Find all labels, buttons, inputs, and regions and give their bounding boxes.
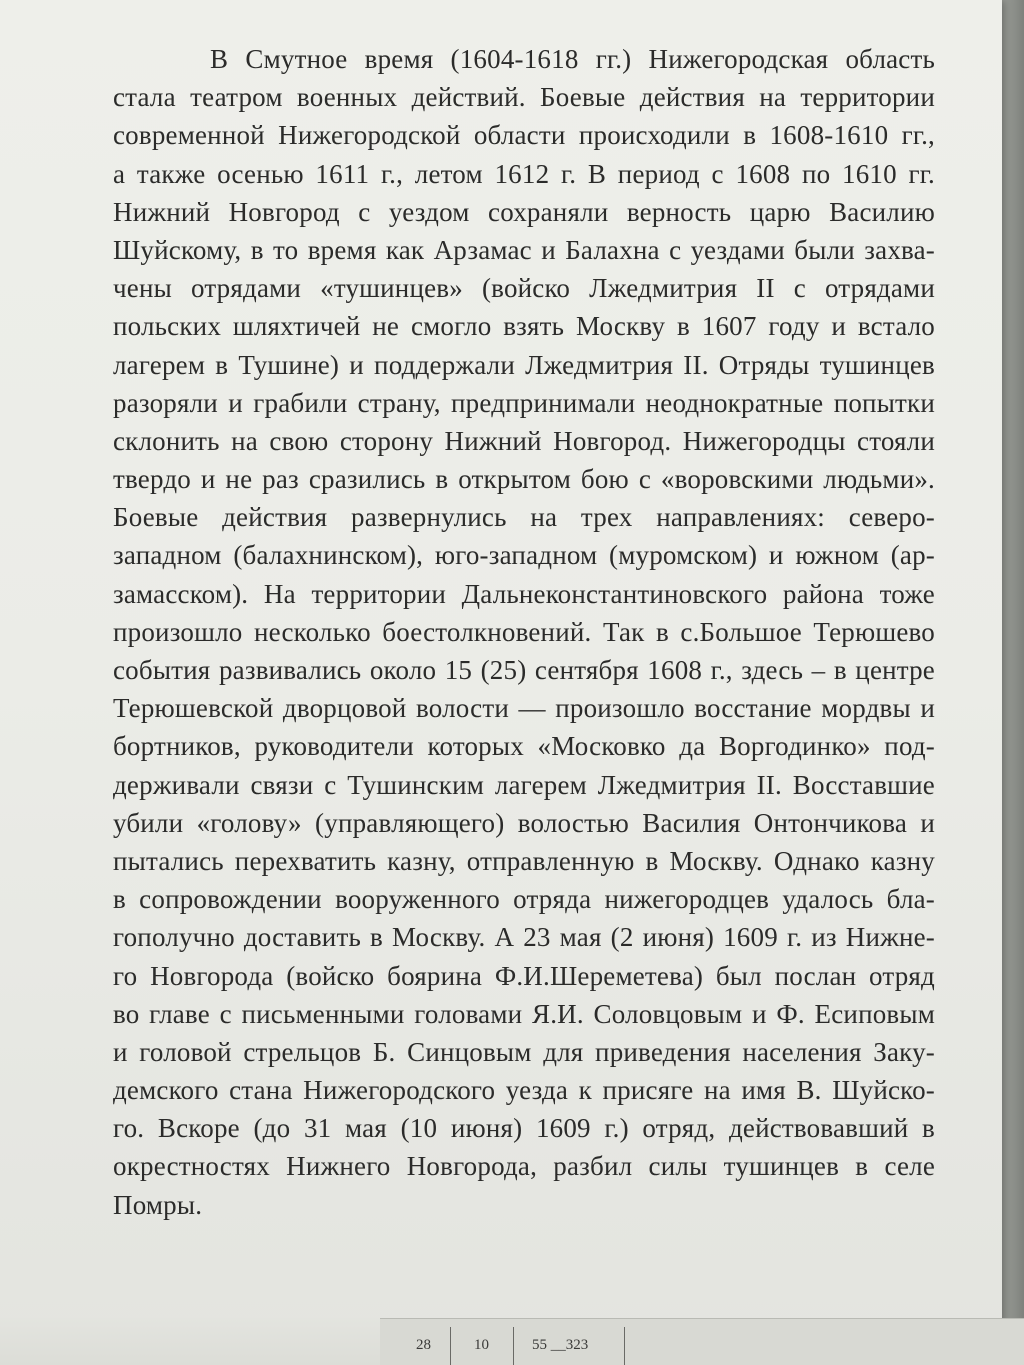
text-line: Терюшевской дворцовой волости — произошло восстание мордвы и: [113, 693, 935, 724]
text-line: демского стана Нижегородского уезда к присяге на имя В. Шуйско-: [113, 1075, 935, 1106]
text-line: го. Вскоре (до 31 мая (10 июня) 1609 г.) отряд, действовавший в: [113, 1113, 935, 1144]
text-line: бортников, руководители которых «Московко да Воргодинко» под-: [113, 731, 935, 762]
text-line: склонить на свою сторону Нижний Новгород. Нижегородцы стояли: [113, 425, 935, 456]
background-edge: [1002, 0, 1024, 1365]
text-line: современной Нижегородской области происходили в 1608-1610 гг.,: [113, 120, 935, 151]
text-line: события развивались около 15 (25) сентября 1608 г., здесь – в центре: [113, 655, 935, 685]
text-line: Боевые действия развернулись на трех направлениях: северо-: [113, 502, 935, 533]
text-line: окрестностях Нижнего Новгорода, разбил силы тушинцев в селе: [113, 1151, 935, 1182]
text-line: в сопровождении вооруженного отряда нижегородцев удалось бла-: [113, 884, 935, 915]
text-line: произошло несколько боестолкновений. Так в с.Большое Терюшево: [113, 616, 935, 647]
table-divider: [624, 1327, 625, 1365]
sheet-cell: 28: [416, 1337, 431, 1353]
text-line: Помры.: [113, 1189, 203, 1220]
text-line: Шуйскому, в то время как Арзамас и Балахна с уездами были захва-: [113, 234, 935, 265]
text-line: польских шляхтичей не смогло взять Москву в 1607 году и встало: [113, 311, 935, 342]
sheet-cell: 10: [474, 1337, 489, 1353]
text-line: В Смутное время (1604-1618 гг.) Нижегородская область: [210, 44, 935, 74]
text-line: западном (балахнинском), юго-западном (муромском) и южном (ар-: [113, 540, 935, 571]
table-divider: [450, 1327, 451, 1365]
text-line: стала театром военных действий. Боевые действия на территории: [113, 82, 935, 113]
sheet-cell: 55 __323: [532, 1337, 589, 1353]
text-line: убили «голову» (управляющего) волостью Василия Онтончикова и: [113, 807, 935, 838]
text-line: держивали связи с Тушинским лагерем Лжедмитрия II. Восставшие: [113, 769, 935, 800]
underlying-sheet: [380, 1318, 1024, 1365]
document-text: [113, 40, 935, 1224]
page-bottom-edge: [0, 1318, 380, 1365]
table-divider: [513, 1327, 514, 1365]
text-line: лагерем в Тушине) и поддержали Лжедмитрия II. Отряды тушинцев: [113, 349, 935, 380]
text-line: разоряли и грабили страну, предпринимали неоднократные попытки: [113, 387, 935, 418]
text-line: во главе с письменными головами Я.И. Соловцовым и Ф. Есиповым: [113, 998, 935, 1029]
text-line: и головой стрельцов Б. Синцовым для приведения населения Заку-: [113, 1036, 935, 1067]
text-line: го Новгорода (войско боярина Ф.И.Шереметева) был послан отряд: [113, 960, 935, 991]
text-line: замасском). На территории Дальнеконстантиновского района тоже: [113, 578, 935, 609]
text-line: Нижний Новгород с уездом сохраняли верность царю Василию: [113, 196, 935, 227]
text-line: твердо и не раз сразились в открытом бою с «воровскими людьми».: [113, 464, 935, 495]
text-line: чены отрядами «тушинцев» (войско Лжедмитрия II с отрядами: [113, 273, 935, 304]
text-line: гополучно доставить в Москву. А 23 мая (2 июня) 1609 г. из Нижне-: [113, 922, 935, 953]
text-line: пытались перехватить казну, отправленную в Москву. Однако казну: [113, 845, 935, 876]
text-line: а также осенью 1611 г., летом 1612 г. В период с 1608 по 1610 гг.: [113, 158, 935, 189]
